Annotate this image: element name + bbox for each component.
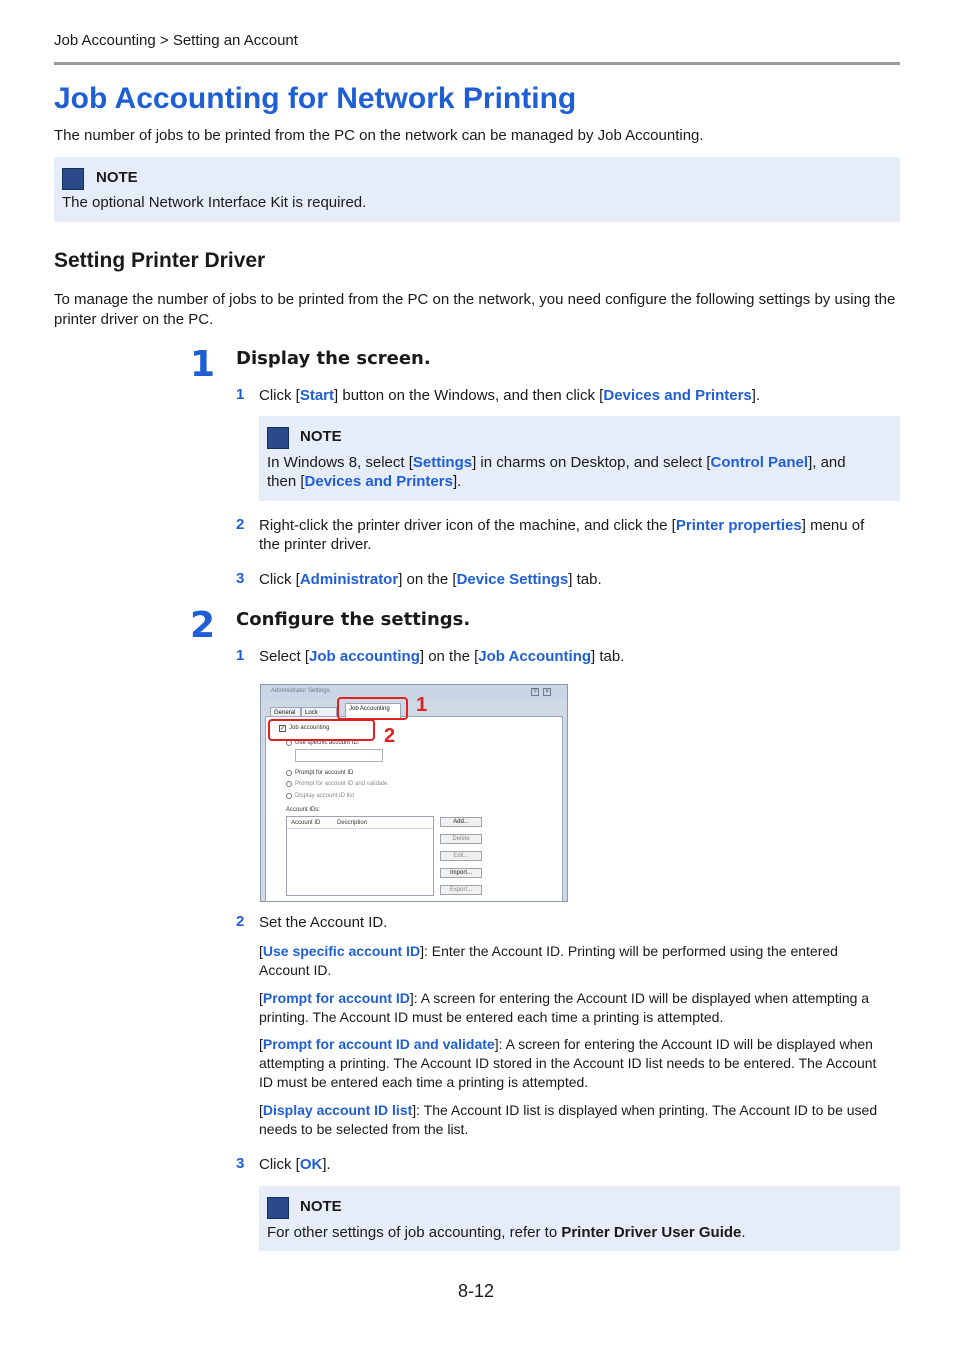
note-icon <box>267 1197 289 1219</box>
note-text: For other settings of job accounting, refer to Printer Driver User Guide. <box>267 1224 746 1241</box>
note-text: The optional Network Interface Kit is required. <box>62 194 367 211</box>
import-button[interactable]: Import... <box>440 868 482 878</box>
keyword: Devices and Printers <box>603 387 752 404</box>
export-button[interactable]: Export... <box>440 885 482 895</box>
option-description: Account ID. <box>259 962 332 978</box>
step-title: Configure the settings. <box>236 609 471 630</box>
note-box <box>259 416 900 501</box>
checkbox-label: Job accounting <box>289 725 330 731</box>
keyword: Job accounting <box>309 648 420 665</box>
option-description: ID must be entered each time a printing is attempted. <box>259 1074 589 1090</box>
job-accounting-checkbox[interactable]: ✓ <box>280 726 286 732</box>
substep-text: Click [Start] button on the Windows, and then click [Devices and Printers]. <box>259 387 761 404</box>
substep-number: 2 <box>236 913 245 930</box>
substep-number: 1 <box>236 647 245 664</box>
intro-text: The number of jobs to be printed from the PC on the network can be managed by Job Accounting. <box>54 127 704 144</box>
page-number: 8-12 <box>458 1281 495 1301</box>
page-title: Job Accounting for Network Printing <box>54 82 577 115</box>
close-icon[interactable]: × <box>543 688 551 696</box>
keyword: Start <box>299 387 335 404</box>
step-number: 2 <box>190 605 216 646</box>
keyword: Prompt for account ID <box>262 990 410 1006</box>
tab-job-accounting[interactable]: Job Accounting <box>345 703 401 718</box>
note-text: then [Devices and Printers]. <box>267 473 462 490</box>
delete-button[interactable]: Delete <box>440 834 482 844</box>
note-title: NOTE <box>300 1198 342 1215</box>
radio-prompt-validate[interactable] <box>286 781 292 787</box>
substep-number: 3 <box>236 1155 245 1172</box>
option-description: [Prompt for account ID and validate]: A screen for entering the Account ID will be displayed when <box>259 1036 873 1052</box>
guide-name: Printer Driver User Guide <box>561 1224 742 1241</box>
add-button[interactable]: Add... <box>440 817 482 827</box>
substep-number: 1 <box>236 386 245 403</box>
section-intro: To manage the number of jobs to be printed from the PC on the network, you need configure the following settings by using the printer driver on the PC. <box>54 291 896 328</box>
substep-text: Right-click the printer driver icon of the machine, and click the [Printer properties] menu of <box>259 517 865 534</box>
option-description: needs to be selected from the list. <box>259 1121 469 1137</box>
keyword: Prompt for account ID and validate <box>262 1036 495 1052</box>
option-description: attempting a printing. The Account ID stored in the Account ID list needs to be entered. The Account <box>259 1055 877 1071</box>
account-id-list[interactable] <box>286 816 434 896</box>
radio-prompt[interactable] <box>286 770 292 776</box>
substep-text: the printer driver. <box>259 536 372 553</box>
step-title: Display the screen. <box>236 348 431 369</box>
substep-number: 3 <box>236 570 245 587</box>
keyword: Administrator <box>299 571 399 588</box>
step-number: 1 <box>190 344 216 385</box>
account-ids-label: Account IDs: <box>286 807 321 813</box>
keyword: Control Panel <box>710 454 809 471</box>
option-description: [Display account ID list]: The Account ID list is displayed when printing. The Account ID to be used <box>259 1102 878 1118</box>
note-title: NOTE <box>96 169 138 186</box>
radio-display-list[interactable] <box>286 793 292 799</box>
note-icon <box>267 427 289 449</box>
substep-text: Select [Job accounting] on the [Job Accounting] tab. <box>259 648 625 665</box>
breadcrumb: Job Accounting > Setting an Account <box>54 32 298 49</box>
note-icon <box>62 168 84 190</box>
substep-text: Set the Account ID. <box>259 914 388 931</box>
keyword: Job Accounting <box>478 648 592 665</box>
column-header: Description <box>337 820 368 826</box>
substep-number: 2 <box>236 516 245 533</box>
keyword: Printer properties <box>675 517 802 534</box>
option-description: [Prompt for account ID]: A screen for entering the Account ID will be displayed when attempting a <box>259 990 870 1006</box>
radio-label: Prompt for account ID and validate <box>295 781 388 787</box>
callout-number: 1 <box>416 694 428 716</box>
option-description: printing. The Account ID must be entered each time a printing is attempted. <box>259 1009 724 1025</box>
callout-box <box>337 697 408 720</box>
tab-general[interactable]: General <box>270 707 301 718</box>
option-description: [Use specific account ID]: Enter the Account ID. Printing will be performed using the entered <box>259 943 838 959</box>
edit-button[interactable]: Edit... <box>440 851 482 861</box>
substep-text: Click [OK]. <box>259 1156 331 1173</box>
callout-number: 2 <box>384 725 396 747</box>
keyword: Display account ID list <box>262 1102 413 1118</box>
help-icon[interactable]: ? <box>531 688 539 696</box>
callout-box <box>268 719 375 741</box>
note-title: NOTE <box>300 428 342 445</box>
keyword: Device Settings <box>456 571 569 588</box>
header-rule <box>54 62 900 65</box>
keyword: Use specific account ID <box>262 943 421 959</box>
radio-label: Prompt for account ID <box>295 770 354 776</box>
dialog-title: Administrator Settings <box>271 688 330 694</box>
tab-lock-settings[interactable]: Lock <box>301 707 337 718</box>
keyword: Devices and Printers <box>304 473 453 490</box>
section-heading: Setting Printer Driver <box>54 249 266 272</box>
column-header: Account ID <box>291 820 321 826</box>
keyword: Settings <box>412 454 473 471</box>
dialog-screenshot <box>260 684 568 902</box>
note-box <box>259 1186 900 1251</box>
radio-label: Display account ID list <box>295 793 355 799</box>
note-box <box>54 157 900 222</box>
note-text: In Windows 8, select [Settings] in charms on Desktop, and select [Control Panel], and <box>267 454 846 471</box>
account-id-input[interactable] <box>295 749 383 762</box>
radio-label: Use specific account ID: <box>295 740 360 746</box>
substep-text: Click [Administrator] on the [Device Settings] tab. <box>259 571 602 588</box>
keyword: OK <box>299 1156 323 1173</box>
